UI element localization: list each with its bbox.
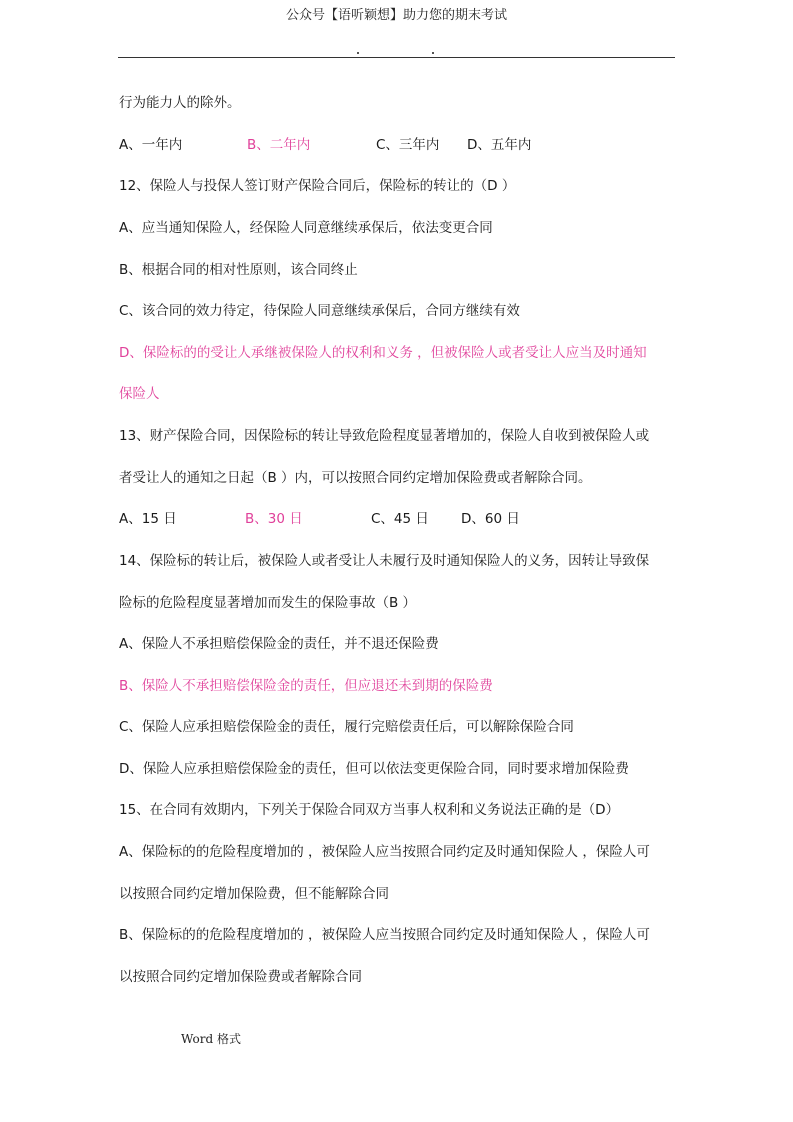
q13-option-c: C、45 日 bbox=[371, 511, 429, 527]
q14-option-c: C、保险人应承担赔偿保险金的责任，履行完赔偿责任后，可以解除保险合同 bbox=[119, 719, 574, 735]
q11-option-b-answer: B、二年内 bbox=[247, 137, 311, 153]
question-13: 13、财产保险合同，因保险标的转让导致危险程度显著增加的，保险人自收到被保险人或 bbox=[119, 428, 650, 444]
q15-option-a-cont: 以按照合同约定增加保险费，但不能解除合同 bbox=[119, 886, 389, 902]
q14-option-a: A、保险人不承担赔偿保险金的责任，并不退还保险费 bbox=[119, 636, 439, 652]
header-rule bbox=[118, 57, 675, 58]
q11-option-c: C、三年内 bbox=[376, 137, 440, 153]
q12-option-d-answer-cont: 保险人 bbox=[119, 386, 160, 402]
q15-option-b: B、保险标的的危险程度增加的 ，被保险人应当按照合同约定及时通知保险人 ，保险人可 bbox=[119, 927, 650, 943]
text-line: 行为能力人的除外。 bbox=[119, 95, 241, 111]
q12-option-d-answer: D、保险标的的受让人承继被保险人的权利和义务 ，但被保险人或者受让人应当及时通知 bbox=[119, 345, 647, 361]
q14-option-b-answer: B、保险人不承担赔偿保险金的责任，但应退还未到期的保险费 bbox=[119, 678, 493, 694]
q12-option-a: A、应当通知保险人，经保险人同意继续承保后，依法变更合同 bbox=[119, 220, 493, 236]
header-rule-mark bbox=[432, 52, 434, 54]
q13-option-b-answer: B、30 日 bbox=[245, 511, 303, 527]
q11-option-d: D、五年内 bbox=[467, 137, 532, 153]
question-14-cont: 险标的危险程度显著增加而发生的保险事故（B ） bbox=[119, 595, 417, 611]
question-13-cont: 者受让人的通知之日起（B ）内，可以按照合同约定增加保险费或者解除合同。 bbox=[119, 470, 592, 486]
q11-option-a: A、一年内 bbox=[119, 137, 183, 153]
question-12: 12、保险人与投保人签订财产保险合同后，保险标的转让的（D ） bbox=[119, 178, 516, 194]
q13-option-d: D、60 日 bbox=[461, 511, 520, 527]
header-rule-mark bbox=[357, 52, 359, 54]
page-footer-label: Word 格式 bbox=[181, 1032, 241, 1046]
question-15: 15、在合同有效期内，下列关于保险合同双方当事人权利和义务说法正确的是（D） bbox=[119, 802, 620, 818]
q12-option-c: C、该合同的效力待定，待保险人同意继续承保后，合同方继续有效 bbox=[119, 303, 520, 319]
question-14: 14、保险标的转让后，被保险人或者受让人未履行及时通知保险人的义务，因转让导致保 bbox=[119, 553, 650, 569]
q14-option-d: D、保险人应承担赔偿保险金的责任，但可以依法变更保险合同，同时要求增加保险费 bbox=[119, 761, 629, 777]
q12-option-b: B、根据合同的相对性原则，该合同终止 bbox=[119, 262, 358, 278]
page-header-title: 公众号【语听颖想】助力您的期末考试 bbox=[285, 8, 507, 23]
q15-option-a: A、保险标的的危险程度增加的 ，被保险人应当按照合同约定及时通知保险人 ，保险人可 bbox=[119, 844, 650, 860]
q13-option-a: A、15 日 bbox=[119, 511, 177, 527]
q15-option-b-cont: 以按照合同约定增加保险费或者解除合同 bbox=[119, 969, 362, 985]
